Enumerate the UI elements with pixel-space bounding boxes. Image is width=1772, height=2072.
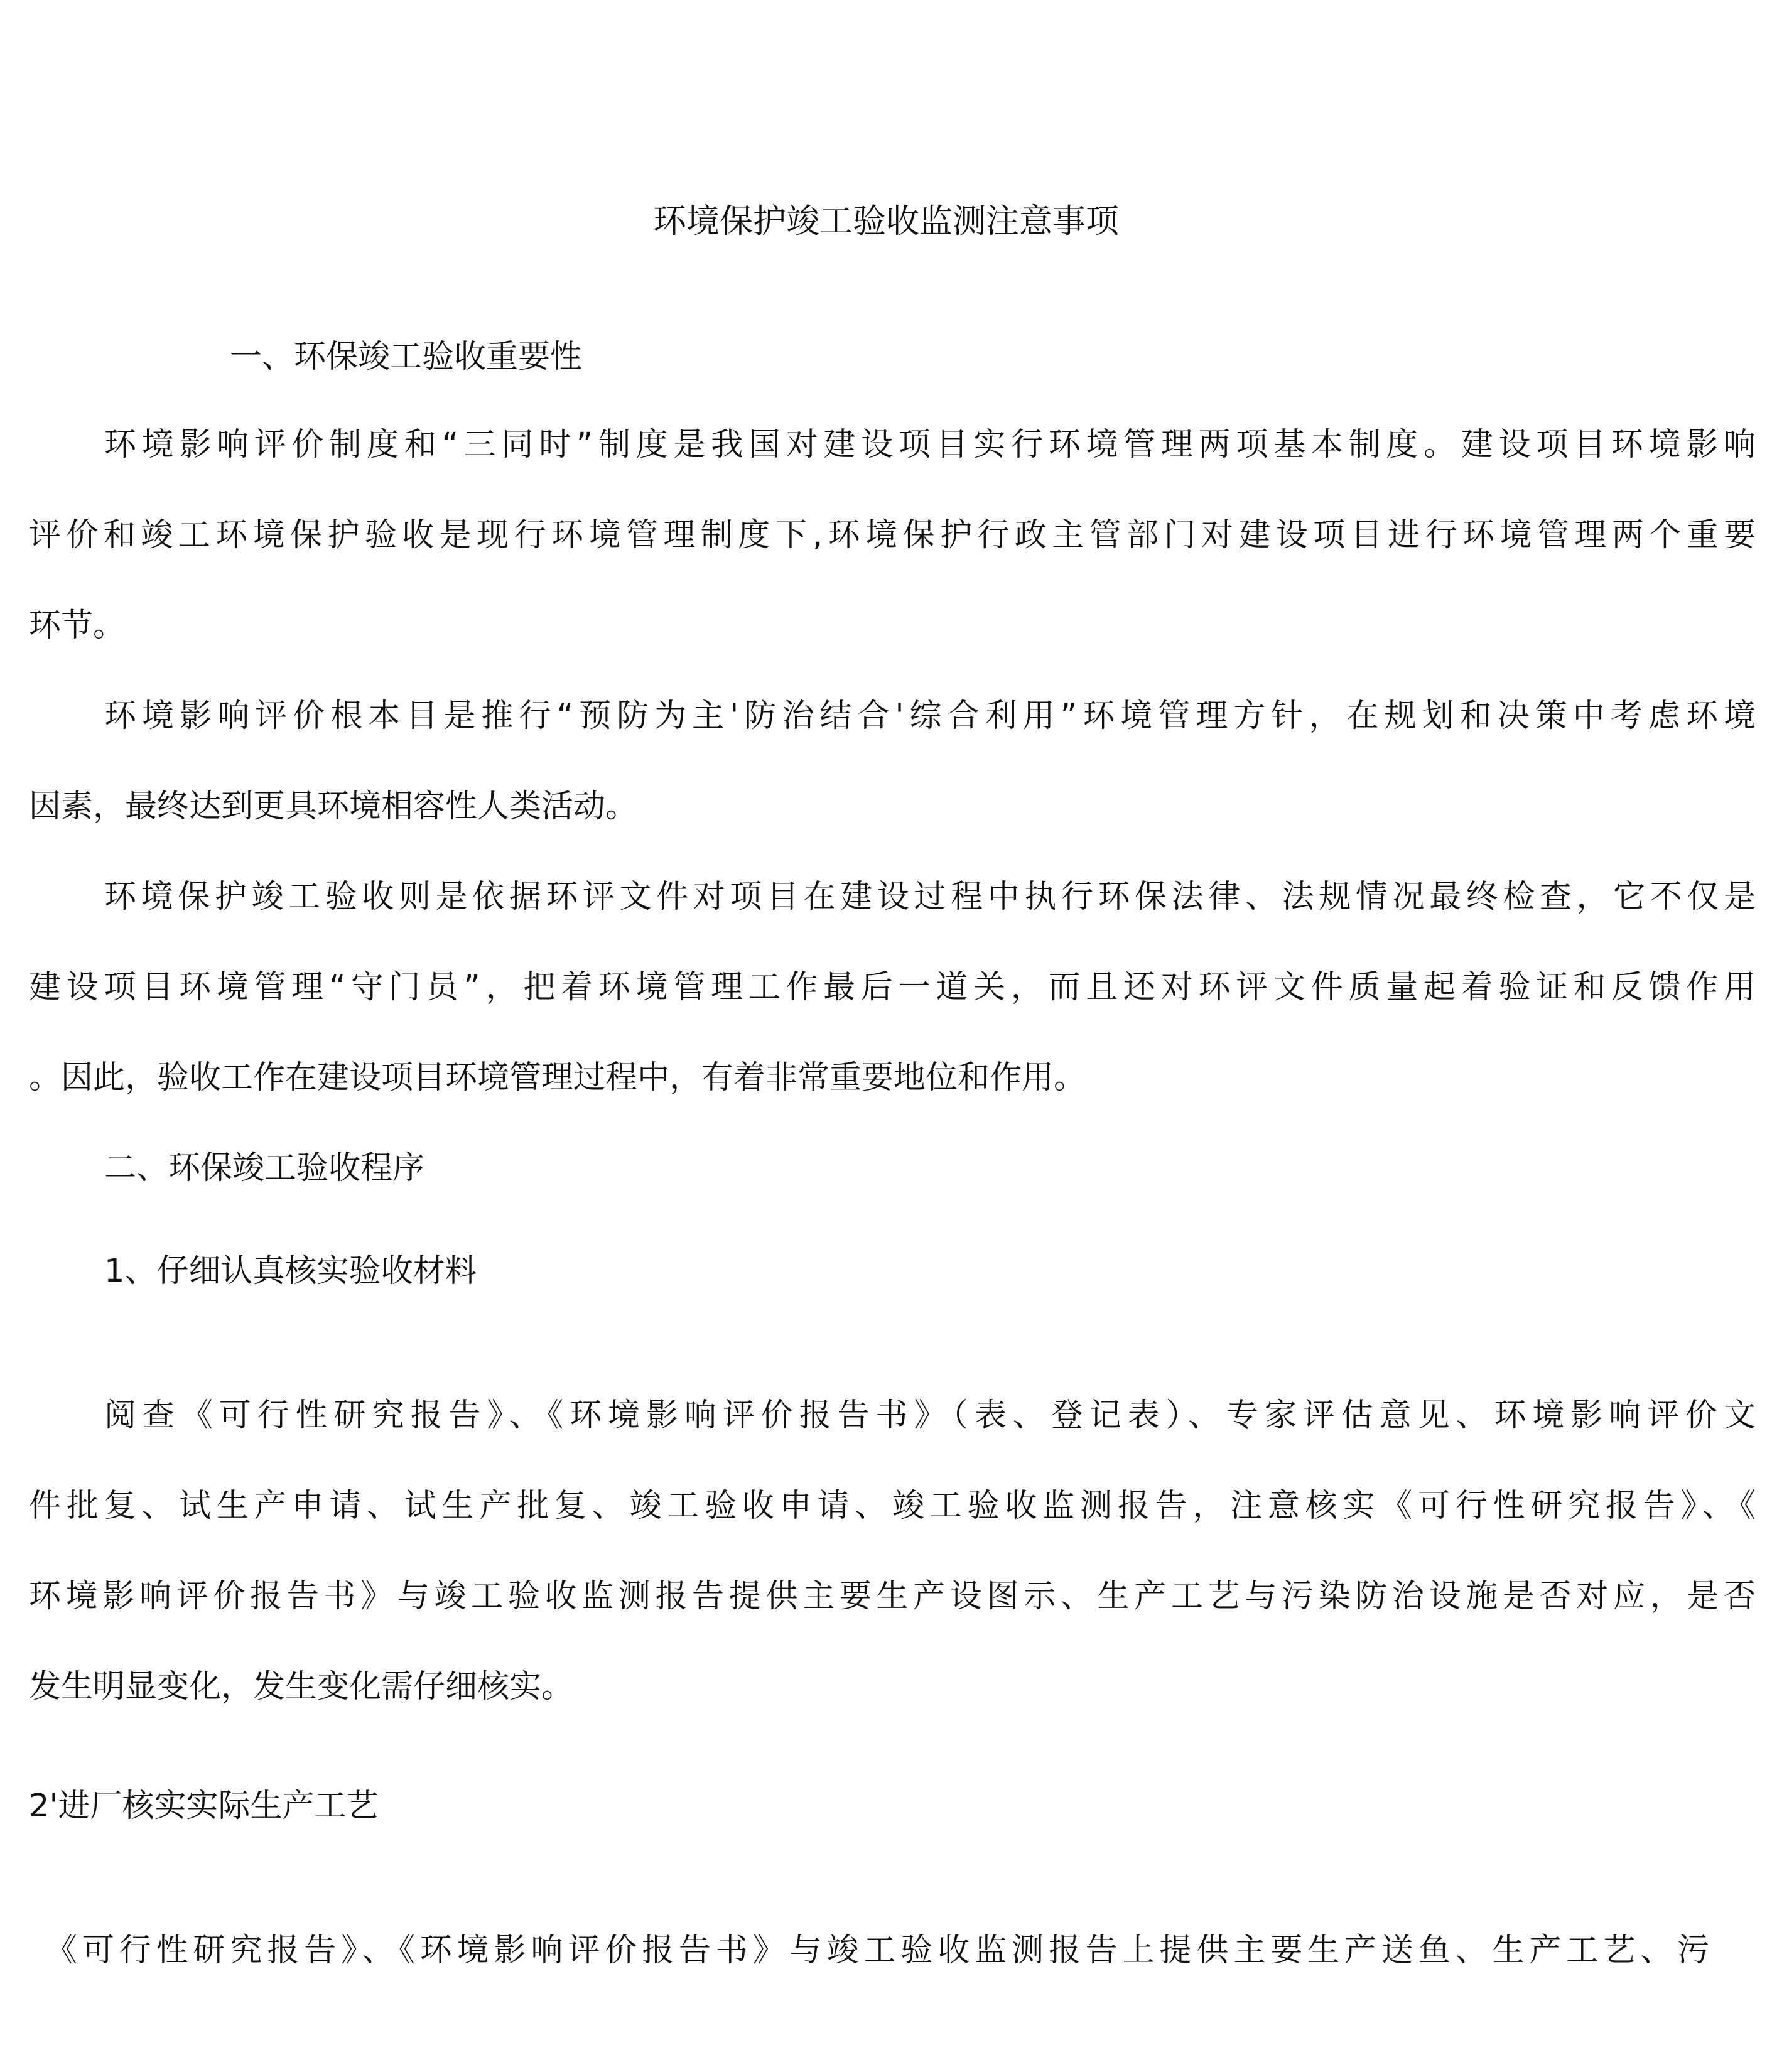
paragraph-line: 环境影响评价报告书》与竣工验收监测报告提供主要生产设图示、生产工艺与污染防治设施是否对应，是否 — [29, 1578, 1756, 1615]
subsection-heading: 2'进厂核实实际生产工艺 — [29, 1788, 379, 1825]
paragraph-line: 。因此，验收工作在建设项目环境管理过程中，有着非常重要地位和作用。 — [29, 1059, 1086, 1096]
paragraph-line: 建设项目环境管理“守门员”，把着环境管理工作最后一道关，而且还对环评文件质量起着验证和反馈作用 — [29, 969, 1756, 1006]
paragraph-line: 因素，最终达到更具环境相容性人类活动。 — [29, 788, 638, 825]
paragraph-line: 《可行性研究报告》、《环境影响评价报告书》与竣工验收监测报告上提供主要生产送鱼、生产工艺、污 — [45, 1932, 1709, 1969]
paragraph-line: 环境影响评价根本目是推行“预防为主'防治结合'综合利用”环境管理方针，在规划和决策中考虑环境 — [104, 698, 1756, 735]
paragraph-line: 阅查《可行性研究报告》、《环境影响评价报告书》（表、登记表）、专家评估意见、环境影响评价文 — [104, 1397, 1756, 1434]
paragraph-line: 环节。 — [29, 607, 126, 644]
section-heading: 一、环保竣工验收重要性 — [230, 338, 583, 375]
document-title: 环境保护竣工验收监测注意事项 — [653, 202, 1119, 240]
paragraph-line: 环境保护竣工验收则是依据环评文件对项目在建设过程中执行环保法律、法规情况最终检查，它不仅是 — [104, 878, 1756, 915]
paragraph-line: 件批复、试生产申请、试生产批复、竣工验收申请、竣工验收监测报告，注意核实《可行性研究报告》、《 — [29, 1487, 1756, 1524]
paragraph-line: 评价和竣工环境保护验收是现行环境管理制度下,环境保护行政主管部门对建设项目进行环境管理两个重要 — [29, 517, 1756, 554]
subsection-heading: 1、仔细认真核实验收材料 — [104, 1253, 477, 1290]
paragraph-line: 发生明显变化，发生变化需仔细核实。 — [29, 1668, 574, 1705]
section-heading: 二、环保竣工验收程序 — [104, 1150, 425, 1187]
paragraph-line: 环境影响评价制度和“三同时”制度是我国对建设项目实行环境管理两项基本制度。建设项目环境影响 — [104, 426, 1756, 463]
